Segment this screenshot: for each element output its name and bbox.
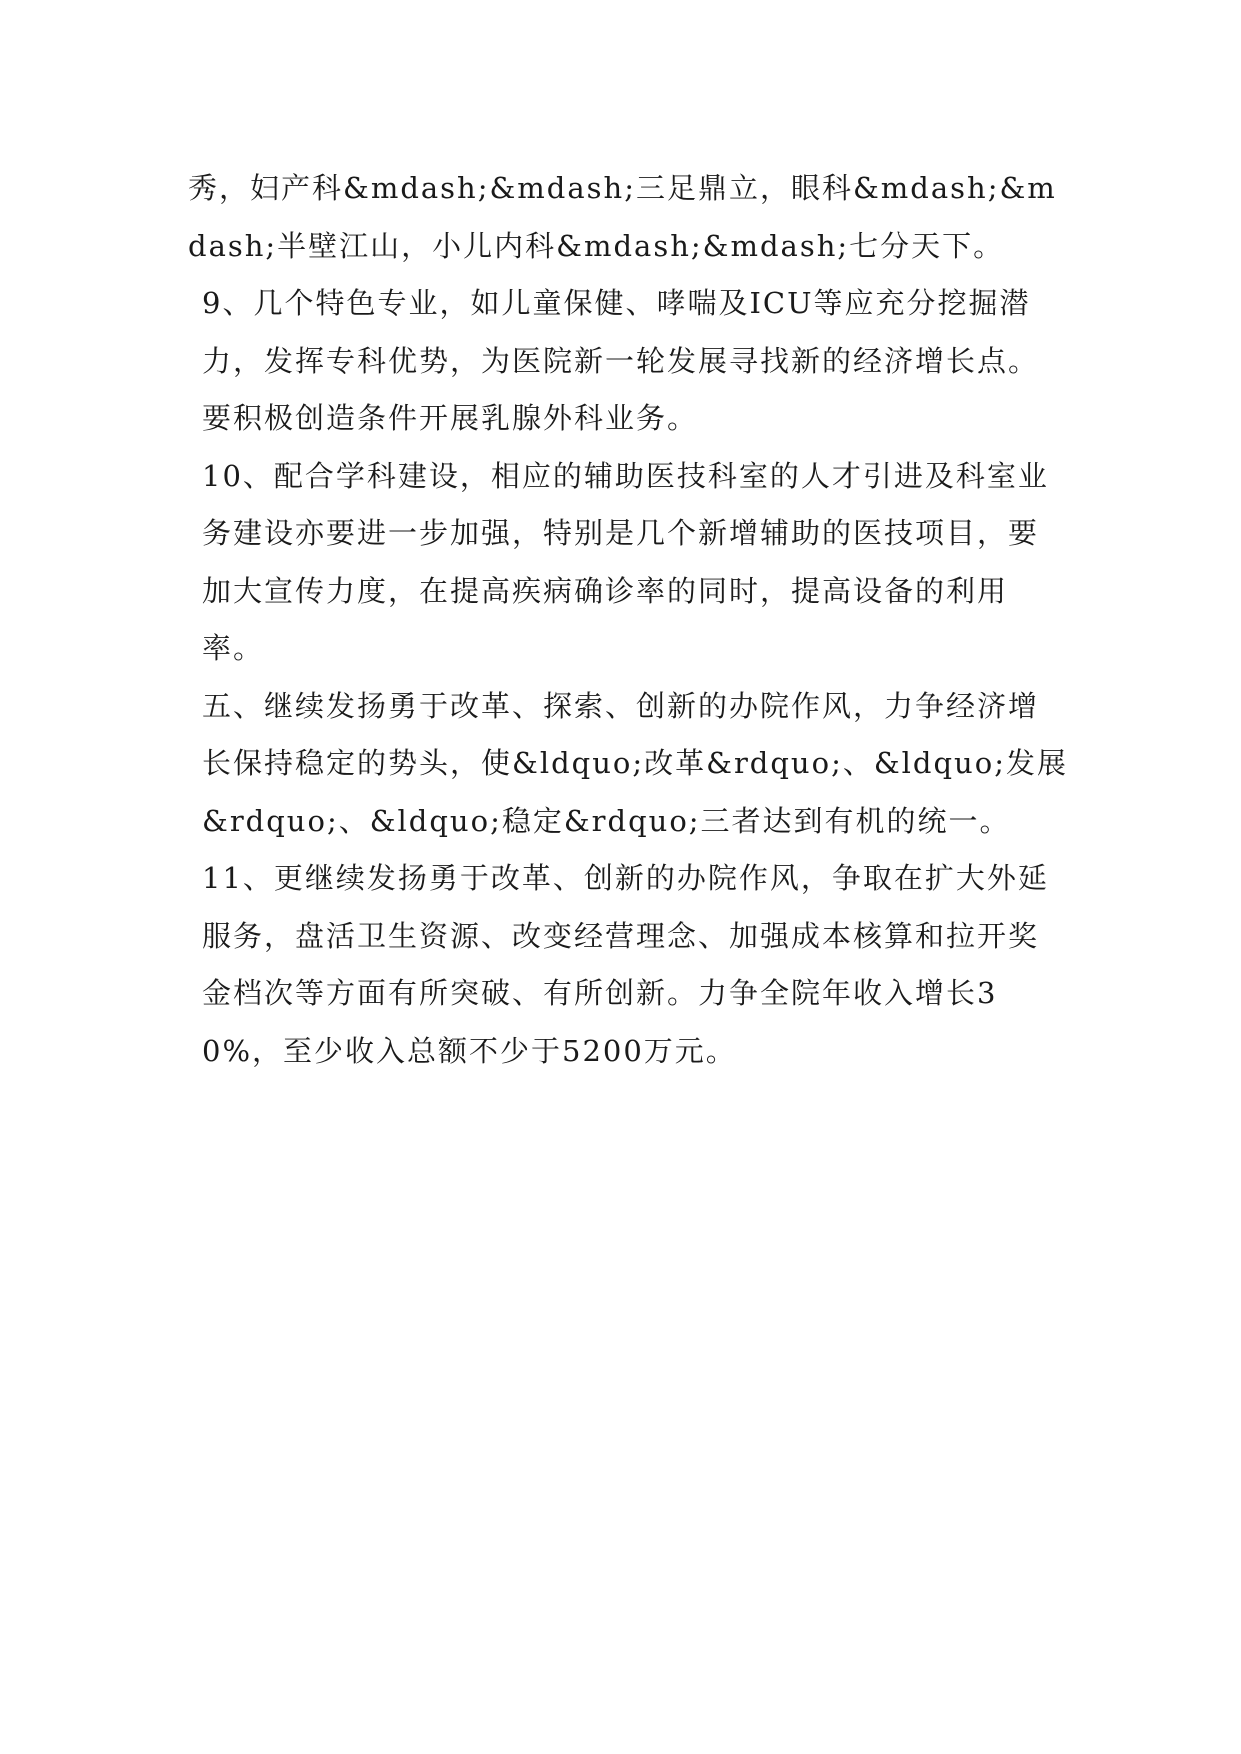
paragraph-section-5: 五、继续发扬勇于改革、探索、创新的办院作风，力争经济增长保持稳定的势头，使&ldquo;改革&rdquo;、&ldquo;发展&rdquo;、&ldquo;稳定&rdquo;三者达到有机的统一。 bbox=[202, 688, 1068, 838]
paragraph-item-10: 10、配合学科建设，相应的辅助医技科室的人才引进及科室业务建设亦要进一步加强，特别是几个新增辅助的医技项目，要加大宣传力度，在提高疾病确诊率的同时，提高设备的利用率。 bbox=[202, 458, 1049, 665]
paragraph-item-9: 9、几个特色专业，如儿童保健、哮喘及ICU等应充分挖掘潜力，发挥专科优势，为医院新一轮发展寻找新的经济增长点。要积极创造条件开展乳腺外科业务。 bbox=[202, 286, 1040, 435]
document-body bbox=[188, 160, 1068, 1080]
paragraph-item-11: 11、更继续发扬勇于改革、创新的办院作风，争取在扩大外延服务，盘活卫生资源、改变经营理念、加强成本核算和拉开奖金档次等方面有所突破、有所创新。力争全院年收入增长30%，至少收入总额不少于5200万元。 bbox=[202, 861, 1049, 1068]
paragraph-continuation: 秀，妇产科&mdash;&mdash;三足鼎立，眼科&mdash;&mdash;半壁江山，小儿内科&mdash;&mdash;七分天下。 bbox=[188, 171, 1057, 263]
